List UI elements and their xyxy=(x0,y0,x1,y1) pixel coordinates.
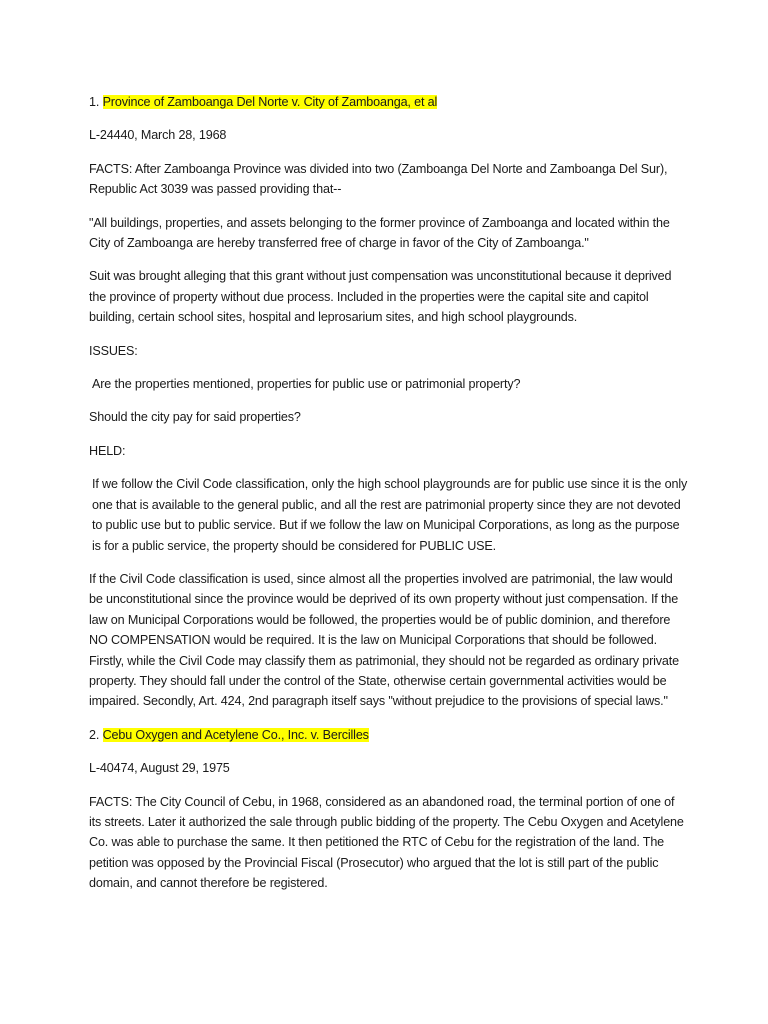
case-2-number: 2. xyxy=(89,727,103,742)
case-2-facts: FACTS: The City Council of Cebu, in 1968, considered as an abandoned road, the terminal portion of one of its streets. Later it authorized the sale through public bidding of the property. The Cebu Oxygen and Acetylene Co. was able to purchase the same. It then petitioned the RTC of Cebu for the registration of the land. The petition was opposed by the Provincial Fiscal (Prosecutor) who argued that the lot is still part of the public domain, and cannot therefore be registered. xyxy=(89,794,684,891)
case-1-suit: Suit was brought alleging that this grant without just compensation was unconstitutional because it deprived the province of property without due process. Included in the properties were the capital site and capitol building, certain school sites, hospital and leprosarium sites, and high school playgrounds. xyxy=(89,269,672,325)
case-1-held-label: HELD: xyxy=(89,443,126,458)
case-1-gr-number: L-24440, March 28, 1968 xyxy=(89,128,227,143)
case-1-issues-label: ISSUES: xyxy=(89,343,138,358)
case-2-title: Cebu Oxygen and Acetylene Co., Inc. v. Bercilles xyxy=(102,727,369,742)
case-1-issue-2: Should the city pay for said properties? xyxy=(89,410,301,425)
case-1-facts: FACTS: After Zamboanga Province was divided into two (Zamboanga Del Norte and Zamboanga Del Sur), Republic Act 3039 was passed providing that-- xyxy=(89,161,668,197)
case-1-held-2: If the Civil Code classification is used, since almost all the properties involved are patrimonial, the law would be unconstitutional since the province would be deprived of its own property without just compensation. If the law on Municipal Corporations would be followed, the properties would be of public dominion, and therefore NO COMPENSATION would be required. It is the law on Municipal Corporations that should be followed. Firstly, while the Civil Code may classify them as patrimonial, they should not be regarded as ordinary private property. They should fall under the control of the State, otherwise certain governmental activities would be impaired. Secondly, Art. 424, 2nd paragraph itself says "without prejudice to the provisions of special laws." xyxy=(89,571,679,709)
case-2-heading xyxy=(89,725,689,745)
case-1-quote: "All buildings, properties, and assets belonging to the former province of Zamboanga and located within the City of Zamboanga are hereby transferred free of charge in favor of the City of Zamboanga." xyxy=(89,215,670,251)
case-1-heading xyxy=(89,92,689,112)
case-1-issue-1: Are the properties mentioned, properties for public use or patrimonial property? xyxy=(92,377,521,392)
case-2-gr-number: L-40474, August 29, 1975 xyxy=(89,761,230,776)
case-1-held-1: If we follow the Civil Code classification, only the high school playgrounds are for public use since it is the only one that is available to the general public, and all the rest are patrimonial property since they are not devoted to public use but to public service. But if we follow the law on Municipal Corporations, as long as the purpose is for a public service, the property should be considered for PUBLIC USE. xyxy=(92,477,688,553)
case-1-number: 1. xyxy=(89,95,103,109)
case-1-title: Province of Zamboanga Del Norte v. City of Zamboanga, et al xyxy=(102,95,438,109)
document-body xyxy=(89,92,689,907)
